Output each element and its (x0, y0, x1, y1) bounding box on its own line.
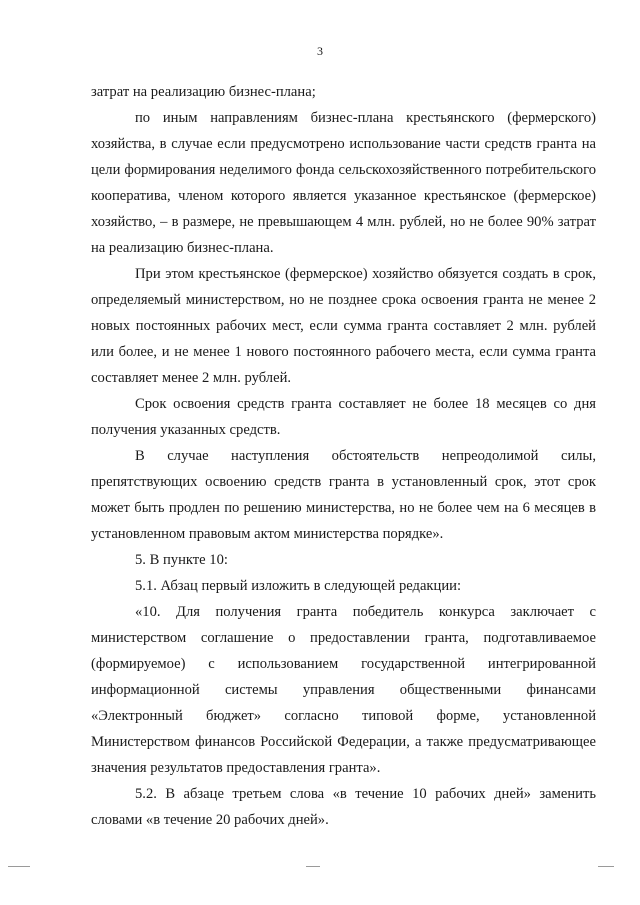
paragraph-2: по иным направлениям бизнес-плана крестьянского (фермерского) хозяйства, в случае если предусмотрено использование части средств гранта на цели формирования неделимого фонда сельскохозяйственного потребительского кооператива, членом которого является указанное крестьянское (фермерское) хозяйство, – в размере, не превышающем 4 млн. рублей, но не более 90% затрат на реализацию бизнес-плана. (91, 110, 596, 256)
scan-artifact (598, 866, 614, 867)
paragraph-7: 5.1. Абзац первый изложить в следующей редакции: (135, 578, 462, 594)
page-number: 3 (317, 44, 323, 58)
paragraph-4: Срок освоения средств гранта составляет не более 18 месяцев со дня получения указанных средств. (91, 396, 596, 438)
paragraph-6: 5. В пункте 10: (135, 552, 228, 568)
scan-artifact (8, 866, 30, 867)
paragraph-5: В случае наступления обстоятельств непреодолимой силы, препятствующих освоению средств гранта в установленный срок, этот срок может быть продлен по решению министерства, но не более чем на 6 месяцев в установленном правовым актом министерства порядке». (91, 448, 596, 542)
document-body (91, 79, 596, 833)
paragraph-1: затрат на реализацию бизнес-плана; (91, 84, 316, 100)
paragraph-8: «10. Для получения гранта победитель конкурса заключает с министерством соглашение о предоставлении гранта, подготавливаемое (формируемое) с использованием государственной интегрированной информационной системы управления общественными финансами «Электронный бюджет» согласно типовой форме, установленной Министерством финансов Российской Федерации, а также предусматривающее значения результатов предоставления гранта». (91, 604, 596, 776)
paragraph-9: 5.2. В абзаце третьем слова «в течение 10 рабочих дней» заменить словами «в течение 20 рабочих дней». (91, 786, 596, 828)
paragraph-3: При этом крестьянское (фермерское) хозяйство обязуется создать в срок, определяемый министерством, но не позднее срока освоения гранта не менее 2 новых постоянных рабочих мест, если сумма гранта составляет 2 млн. рублей или более, и не менее 1 нового постоянного рабочего места, если сумма гранта составляет менее 2 млн. рублей. (91, 266, 596, 386)
scan-artifact (306, 866, 320, 867)
